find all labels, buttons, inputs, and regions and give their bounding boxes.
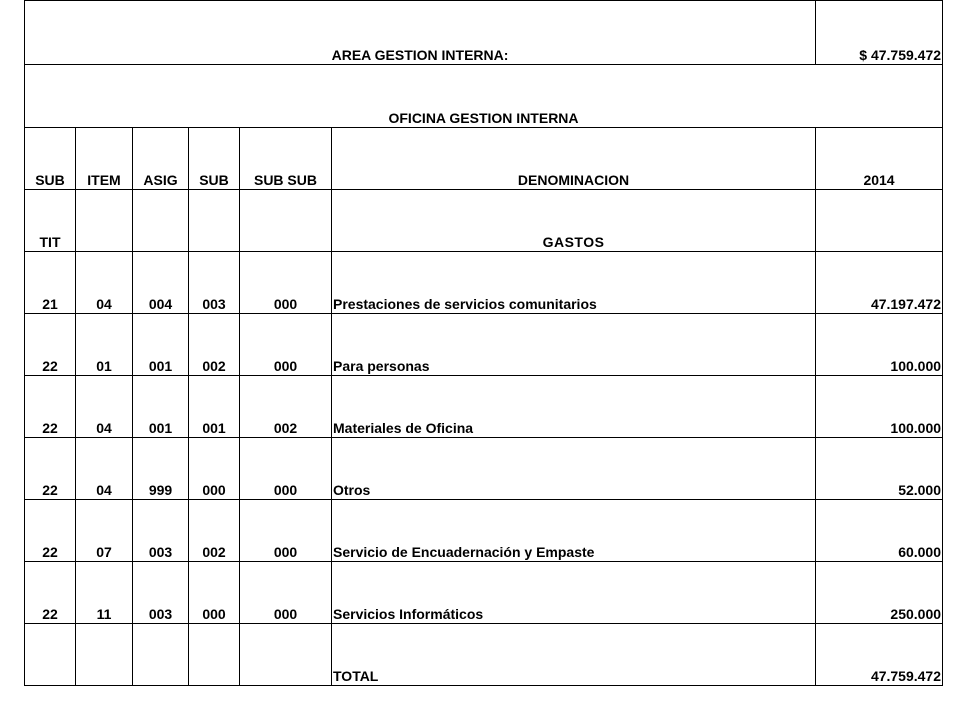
section-title: GASTOS (332, 190, 816, 252)
total-amount: 47.759.472 (816, 624, 943, 686)
cell-asig: 003 (133, 500, 189, 562)
cell-amount: 47.197.472 (816, 252, 943, 314)
cell-subsub: 000 (240, 500, 332, 562)
cell-subc: 001 (189, 376, 240, 438)
empty-cell (25, 624, 76, 686)
cell-item: 11 (76, 562, 133, 624)
cell-item: 04 (76, 252, 133, 314)
budget-table (24, 0, 943, 686)
cell-subc: 000 (189, 562, 240, 624)
cell-item: 04 (76, 438, 133, 500)
cell-sub: 21 (25, 252, 76, 314)
cell-subc: 002 (189, 500, 240, 562)
cell-subsub: 002 (240, 376, 332, 438)
table-row (25, 252, 943, 314)
section-tit: TIT (25, 190, 76, 252)
header-sub: SUB (25, 128, 76, 190)
office-label: OFICINA GESTION INTERNA (25, 65, 943, 128)
empty-cell (240, 190, 332, 252)
empty-cell (240, 624, 332, 686)
cell-denominacion: Otros (332, 438, 816, 500)
header-subc: SUB (189, 128, 240, 190)
cell-amount: 52.000 (816, 438, 943, 500)
cell-denominacion: Servicio de Encuadernación y Empaste (332, 500, 816, 562)
table-row (25, 314, 943, 376)
empty-cell (133, 624, 189, 686)
cell-subsub: 000 (240, 438, 332, 500)
cell-asig: 004 (133, 252, 189, 314)
area-row (25, 1, 943, 65)
cell-asig: 001 (133, 376, 189, 438)
header-asig: ASIG (133, 128, 189, 190)
cell-denominacion: Servicios Informáticos (332, 562, 816, 624)
cell-sub: 22 (25, 438, 76, 500)
header-row (25, 128, 943, 190)
header-denominacion: DENOMINACION (332, 128, 816, 190)
empty-cell (76, 624, 133, 686)
cell-subc: 003 (189, 252, 240, 314)
cell-amount: 100.000 (816, 376, 943, 438)
table-row (25, 562, 943, 624)
header-item: ITEM (76, 128, 133, 190)
area-amount: $ 47.759.472 (816, 1, 943, 65)
cell-item: 07 (76, 500, 133, 562)
table-row (25, 376, 943, 438)
empty-cell (189, 624, 240, 686)
cell-item: 01 (76, 314, 133, 376)
cell-subsub: 000 (240, 252, 332, 314)
cell-amount: 250.000 (816, 562, 943, 624)
empty-cell (189, 190, 240, 252)
total-row (25, 624, 943, 686)
cell-sub: 22 (25, 500, 76, 562)
table-row (25, 438, 943, 500)
empty-cell (76, 190, 133, 252)
cell-sub: 22 (25, 562, 76, 624)
cell-asig: 003 (133, 562, 189, 624)
empty-cell (816, 190, 943, 252)
cell-item: 04 (76, 376, 133, 438)
cell-sub: 22 (25, 376, 76, 438)
cell-denominacion: Para personas (332, 314, 816, 376)
table-row (25, 500, 943, 562)
cell-amount: 100.000 (816, 314, 943, 376)
cell-denominacion: Prestaciones de servicios comunitarios (332, 252, 816, 314)
cell-subc: 000 (189, 438, 240, 500)
section-row (25, 190, 943, 252)
total-label: TOTAL (332, 624, 816, 686)
office-row (25, 65, 943, 128)
cell-asig: 001 (133, 314, 189, 376)
cell-denominacion: Materiales de Oficina (332, 376, 816, 438)
header-year: 2014 (816, 128, 943, 190)
cell-amount: 60.000 (816, 500, 943, 562)
header-subsub: SUB SUB (240, 128, 332, 190)
cell-subsub: 000 (240, 562, 332, 624)
empty-cell (133, 190, 189, 252)
cell-asig: 999 (133, 438, 189, 500)
area-label: AREA GESTION INTERNA: (25, 1, 816, 65)
cell-subc: 002 (189, 314, 240, 376)
cell-subsub: 000 (240, 314, 332, 376)
cell-sub: 22 (25, 314, 76, 376)
